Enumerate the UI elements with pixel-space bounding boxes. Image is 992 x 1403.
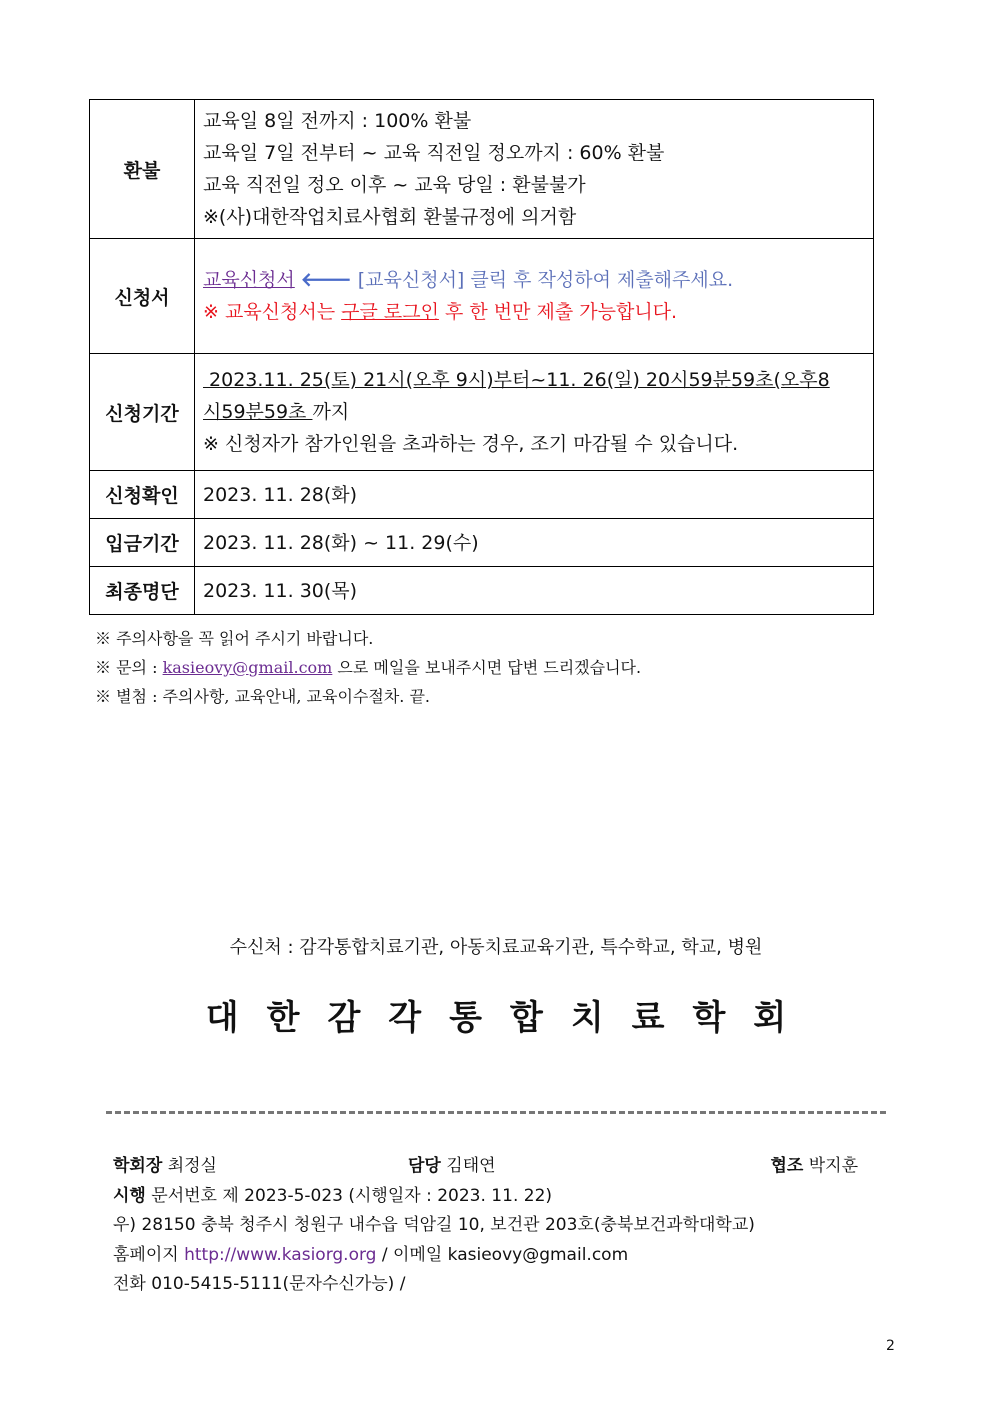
notes <box>95 624 641 711</box>
confirm-label: 신청확인 <box>90 471 195 519</box>
manager-label: 담당 <box>408 1156 441 1176</box>
period-line-underlined: 시59분59초 <box>203 401 313 423</box>
address: 우) 28150 충북 청주시 청원구 내수읍 덕암길 10, 보건관 203호(충북보건과학대학교) <box>113 1215 755 1235</box>
application-note-suffix: 후 한 번만 제출 가능합니다. <box>438 301 678 323</box>
application-note-prefix: ※ 교육신청서는 <box>203 301 342 323</box>
refund-row <box>90 100 874 239</box>
cooperation-label: 협조 <box>770 1156 804 1176</box>
refund-line: 교육일 8일 전까지 : 100% 환불 <box>203 110 472 132</box>
contact-row <box>113 1241 858 1271</box>
application-label: 신청서 <box>90 239 195 354</box>
refund-value <box>195 100 874 239</box>
document-footer <box>113 1152 858 1300</box>
period-label: 신청기간 <box>90 354 195 471</box>
period-line-rest: 까지 <box>312 401 350 423</box>
payment-row <box>90 519 874 567</box>
organization-name: 대한감각통합치료학회 <box>205 998 815 1038</box>
recipients: 수신처 : 감각통합치료기관, 아동치료교육기관, 특수학교, 학교, 병원 <box>229 937 763 958</box>
confirm-row <box>90 471 874 519</box>
cooperation-name: 박지훈 <box>808 1156 858 1176</box>
period-value <box>195 354 874 471</box>
note-line <box>95 653 641 682</box>
period-line: 2023.11. 25(토) 21시(오후 9시)부터~11. 26(일) 20시59분59초(오후8 <box>203 369 830 391</box>
note-contact-prefix: ※ 문의 : <box>95 658 163 677</box>
application-value <box>195 239 874 354</box>
final-value: 2023. 11. 30(목) <box>195 567 874 615</box>
email-text: / 이메일 kasieovy@gmail.com <box>376 1244 629 1265</box>
homepage-label: 홈페이지 <box>113 1244 179 1265</box>
refund-label: 환불 <box>90 100 195 239</box>
payment-value: 2023. 11. 28(화) ~ 11. 29(수) <box>195 519 874 567</box>
president-name: 최정실 <box>167 1156 217 1176</box>
note-line: ※ 별첨 : 주의사항, 교육안내, 교육이수절차. 끝. <box>95 687 431 706</box>
application-row <box>90 239 874 354</box>
period-note: ※ 신청자가 참가인원을 초과하는 경우, 조기 마감될 수 있습니다. <box>203 433 739 455</box>
confirm-value: 2023. 11. 28(화) <box>195 471 874 519</box>
contact-email-link[interactable]: kasieovy@gmail.com <box>162 658 333 677</box>
application-instruction: [교육신청서] 클릭 후 작성하여 제출해주세요. <box>357 269 734 291</box>
homepage-link[interactable]: http://www.kasiorg.org <box>184 1244 377 1265</box>
payment-label: 입금기간 <box>90 519 195 567</box>
final-row <box>90 567 874 615</box>
period-row <box>90 354 874 471</box>
final-label: 최종명단 <box>90 567 195 615</box>
dashed-divider <box>106 1111 886 1114</box>
refund-line: 교육 직전일 정오 이후 ~ 교육 당일 : 환불불가 <box>203 174 586 196</box>
note-contact-suffix: 으로 메일을 보내주시면 답변 드리겠습니다. <box>332 658 642 677</box>
phone: 전화 010-5415-5111(문자수신가능) / <box>113 1274 406 1294</box>
signature-row <box>113 1152 858 1182</box>
application-form-link[interactable]: 교육신청서 <box>203 269 295 291</box>
info-table <box>89 99 874 615</box>
enforce-label: 시행 <box>113 1185 146 1206</box>
refund-line: 교육일 7일 전부터 ~ 교육 직전일 정오까지 : 60% 환불 <box>203 142 665 164</box>
president-label: 학회장 <box>113 1156 163 1176</box>
manager-name: 김태연 <box>446 1156 496 1176</box>
enforce-row <box>113 1182 858 1212</box>
page-number: 2 <box>886 1338 895 1354</box>
enforce-text: 문서번호 제 2023-5-023 (시행일자 : 2023. 11. 22) <box>151 1185 553 1206</box>
left-arrow-icon: 🡐 <box>300 269 352 291</box>
google-login-text: 구글 로그인 <box>341 301 439 323</box>
refund-line: ※(사)대한작업치료사협회 환불규정에 의거함 <box>203 206 577 228</box>
note-line: ※ 주의사항을 꼭 읽어 주시기 바랍니다. <box>95 629 374 648</box>
